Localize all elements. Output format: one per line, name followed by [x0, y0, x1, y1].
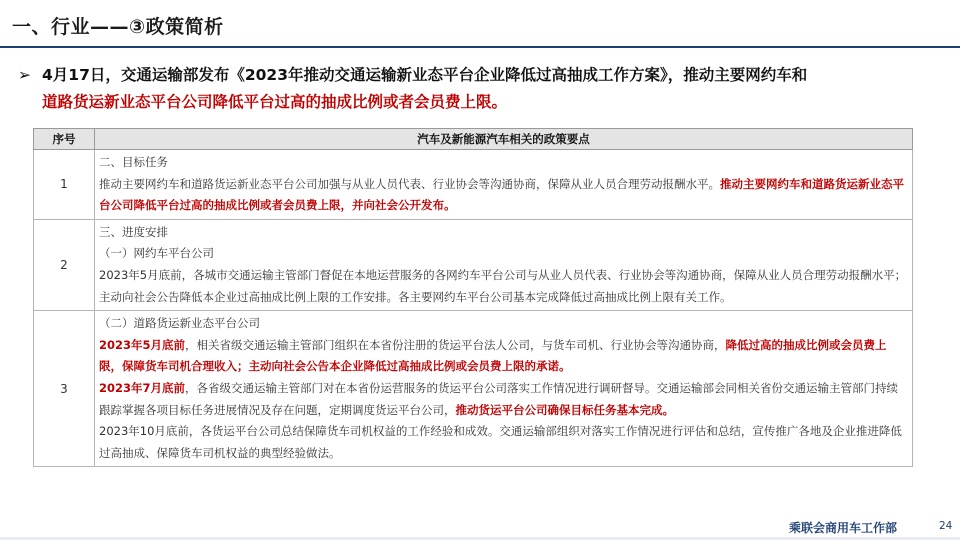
table-row: [34, 311, 913, 467]
title-divider: [0, 46, 960, 48]
row-content: [95, 150, 913, 220]
footer-brand: 乘联会商用车工作部: [789, 521, 898, 535]
table-row: [34, 150, 913, 220]
policy-paragraph: [99, 335, 908, 378]
column-header-no: 序号: [34, 129, 95, 150]
policy-paragraph: [99, 378, 908, 421]
page-title: 一、行业——③政策简析: [12, 16, 224, 38]
row-number: 2: [34, 219, 95, 310]
policy-text: 推动主要网约车和道路货运新业态平台公司加强与从业人员代表、行业协会等沟通协商，保障从业人员合理劳动报酬水平。: [99, 176, 720, 191]
section-heading: 二、目标任务: [99, 155, 168, 169]
policy-highlight: 推动货运平台公司确保目标任务基本完成。: [455, 402, 674, 417]
policy-text: ，相关省级交通运输主管部门组织在本省份注册的货运平台法人公司，与货车司机、行业协会等沟通协商，: [185, 337, 726, 352]
intro-bullet: [18, 62, 943, 116]
policy-paragraph: 2023年5月底前，各城市交通运输主管部门督促在本地运营服务的各网约车平台公司与从业人员代表、行业协会等沟通协商，保障从业人员合理劳动报酬水平；主动向社会公告降低本企业过高抽成比例上限的工作安排。各主要网约车平台公司基本完成降低过高抽成比例上限有关工作。: [99, 267, 907, 304]
row-number: 3: [34, 311, 95, 467]
subsection-heading: （二）道路货运新业态平台公司: [99, 316, 260, 331]
deadline-highlight: 2023年7月底前: [99, 380, 186, 395]
deadline-highlight: 2023年5月底前: [99, 337, 186, 352]
row-content: [95, 219, 913, 310]
policy-paragraph: [99, 174, 908, 217]
row-content: [95, 311, 913, 467]
arrow-bullet-icon: ➢: [18, 66, 31, 84]
policy-paragraph: 2023年10月底前，各货运平台公司总结保障货车司机权益的工作经验和成效。交通运输部组织对落实工作情况进行评估和总结，宣传推广各地及企业推进降低过高抽成、保障货车司机权益的典型经验做法。: [99, 424, 902, 460]
section-heading: 三、进度安排: [99, 224, 168, 239]
policy-highlight: 推动主要网约车和道路货运新业态平台公司降低平台过高的抽成比例或者会员费上限，并向社会公开发布。: [99, 176, 904, 213]
column-header-content: 汽车及新能源汽车相关的政策要点: [95, 129, 913, 150]
policy-table: [33, 128, 913, 467]
policy-highlight: 降低过高的抽成比例或会员费上限，保障货车司机合理收入；主动向社会公告本企业降低过高抽成比例或会员费上限的承诺。: [99, 337, 887, 374]
page-number: 24: [939, 520, 953, 532]
policy-text: ，各省级交通运输主管部门对在本省份运营服务的货运平台公司落实工作情况进行调研督导。交通运输部会同相关省份交通运输主管部门持续跟踪掌握各项目标任务进展情况及存在问题，定期调度货运平台公司，: [99, 380, 899, 417]
row-number: 1: [34, 150, 95, 220]
intro-text-highlight: 道路货运新业态平台公司降低平台过高的抽成比例或者会员费上限。: [42, 93, 508, 111]
table-row: [34, 219, 913, 310]
subsection-heading: （一）网约车平台公司: [99, 246, 214, 261]
table-header-row: [34, 129, 913, 150]
intro-text-main: 4月17日，交通运输部发布《2023年推动交通运输新业态平台企业降低过高抽成工作方案》，推动主要网约车和: [42, 66, 808, 84]
